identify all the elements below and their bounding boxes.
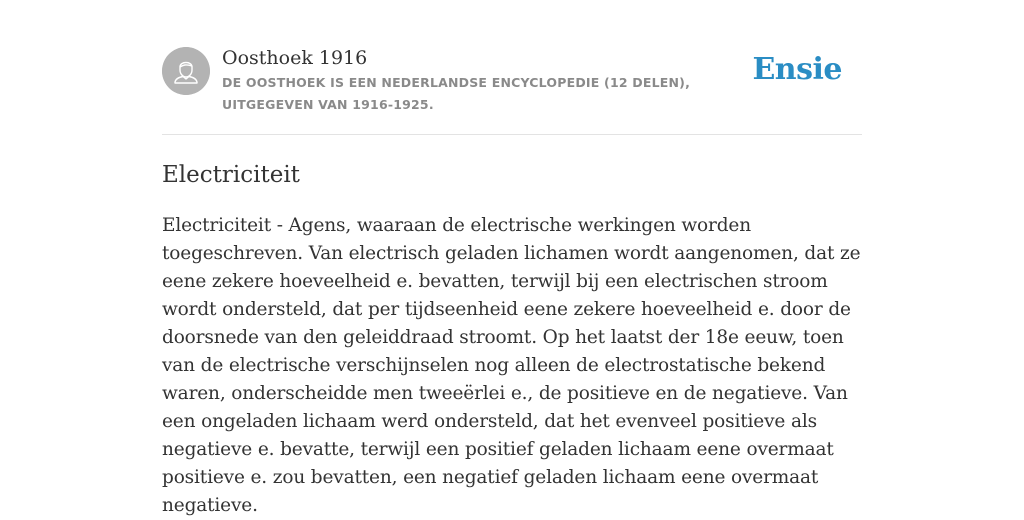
brand-logo[interactable]: Ensie [752, 52, 842, 87]
source-description: DE OOSTHOEK IS EEN NEDERLANDSE ENCYCLOPEDIE (12 DELEN), UITGEGEVEN VAN 1916-1925. [222, 75, 691, 112]
entry-card [162, 0, 862, 516]
entry-body: Electriciteit - Agens, waaraan de electrische werkingen worden toegeschreven. Van electrisch geladen lichamen wordt aangenomen, dat ze eene zekere hoeveelheid e. bevatten, terwijl bij een electrischen stroom wordt ondersteld, dat per tijdseenheid eene zekere hoeveelheid e. door de doorsnede van den geleiddraad stroomt. Op het laatst der 18e eeuw, toen van de electrische verschijnselen nog alleen de electrostatische bekend waren, onderscheidde men tweeërlei e., de positieve en de negatieve. Van een ongeladen lichaam werd ondersteld, dat het evenveel positieve als negatieve e. bevatte, terwijl een positief geladen lichaam eene overmaat positieve e. zou bevatten, een negatief geladen lichaam eene overmaat negatieve. [162, 215, 861, 516]
source-header [162, 0, 862, 135]
user-icon [162, 47, 210, 95]
source-name[interactable]: Oosthoek 1916 [222, 47, 368, 69]
entry-title: Electriciteit [162, 162, 300, 188]
